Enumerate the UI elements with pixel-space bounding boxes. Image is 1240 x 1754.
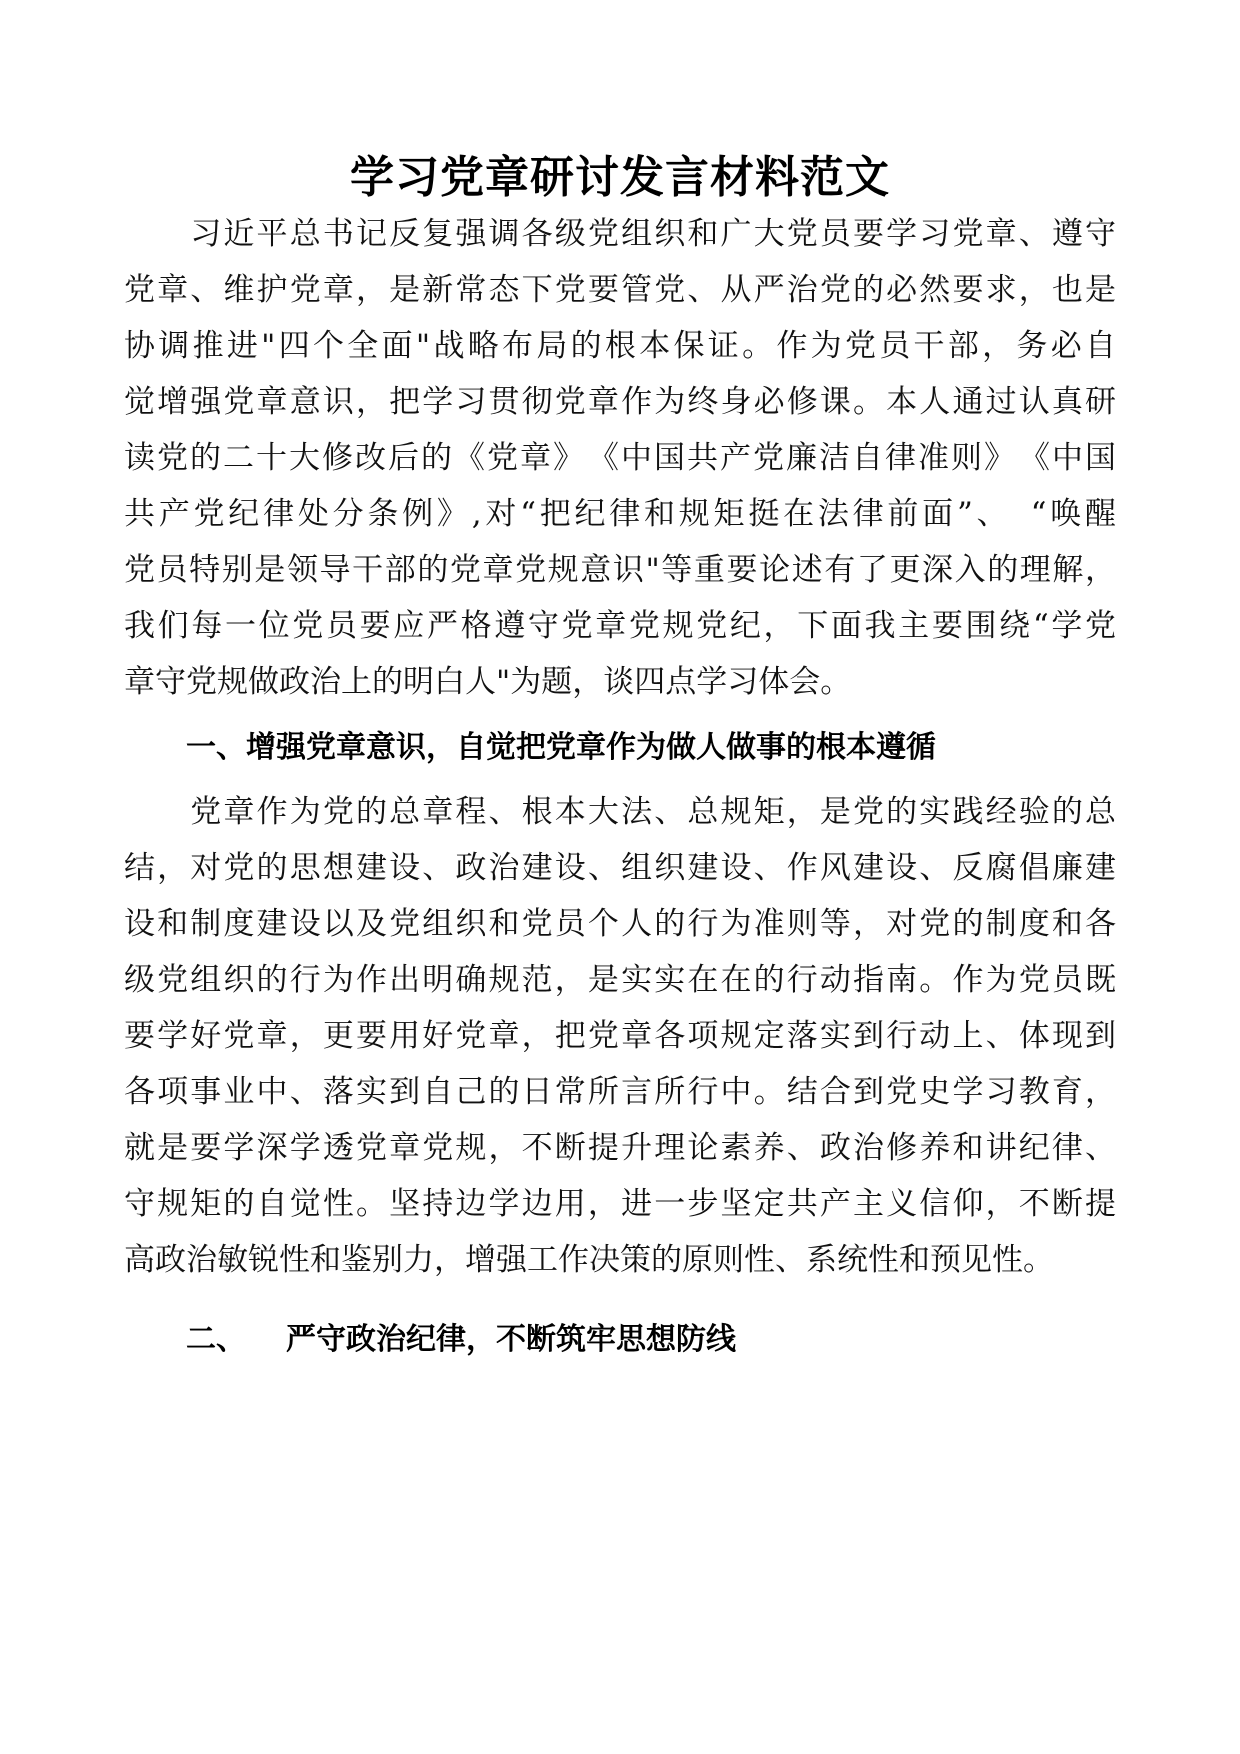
paragraph-line: 党员特别是领导干部的党章党规意识"等重要论述有了更深入的理解， — [124, 552, 1116, 588]
paragraph-line: 党章作为党的总章程、根本大法、总规矩，是党的实践经验的总 — [124, 794, 1116, 830]
section-2-heading — [186, 1312, 736, 1368]
paragraph-line: 共产党纪律处分条例》,对“把纪律和规矩挺在法律前面”、 “唤醒 — [124, 496, 1116, 532]
paragraph-line: 要学好党章，更要用好党章，把党章各项规定落实到行动上、体现到 — [124, 1018, 1116, 1054]
paragraph-line: 党章、维护党章，是新常态下党要管党、从严治党的必然要求，也是 — [124, 272, 1116, 308]
intro-paragraph — [124, 206, 1116, 710]
paragraph-line: 我们每一位党员要应严格遵守党章党规党纪，下面我主要围绕“学党 — [124, 608, 1116, 644]
paragraph-line: 章守党规做政治上的明白人"为题，谈四点学习体会。 — [124, 664, 852, 700]
paragraph-line: 协调推进"四个全面"战略布局的根本保证。作为党员干部，务必自 — [124, 328, 1116, 364]
paragraph-line: 习近平总书记反复强调各级党组织和广大党员要学习党章、遵守 — [124, 216, 1116, 252]
paragraph-line: 守规矩的自觉性。坚持边学边用，进一步坚定共产主义信仰，不断提 — [124, 1186, 1116, 1222]
section-2-title: 严守政治纪律，不断筑牢思想防线 — [286, 1322, 736, 1357]
paragraph-line: 就是要学深学透党章党规，不断提升理论素养、政治修养和讲纪律、 — [124, 1130, 1116, 1166]
paragraph-line: 结，对党的思想建设、政治建设、组织建设、作风建设、反腐倡廉建 — [124, 850, 1116, 886]
paragraph-line: 读党的二十大修改后的《党章》 《中国共产党廉洁自律准则》 《中国 — [124, 440, 1116, 476]
page-title: 学习党章研讨发言材料范文 — [350, 152, 890, 203]
paragraph-line: 各项事业中、落实到自己的日常所言所行中。结合到党史学习教育， — [124, 1074, 1116, 1110]
section-1-paragraph — [124, 784, 1116, 1288]
paragraph-line: 高政治敏锐性和鉴别力，增强工作决策的原则性、系统性和预见性。 — [124, 1242, 1054, 1278]
section-1-heading: 一、增强党章意识，自觉把党章作为做人做事的根本遵循 — [186, 730, 936, 765]
section-2-number: 二、 — [186, 1322, 246, 1357]
paragraph-line: 级党组织的行为作出明确规范，是实实在在的行动指南。作为党员既 — [124, 962, 1116, 998]
paragraph-line: 觉增强党章意识，把学习贯彻党章作为终身必修课。本人通过认真研 — [124, 384, 1116, 420]
paragraph-line: 设和制度建设以及党组织和党员个人的行为准则等，对党的制度和各 — [124, 906, 1116, 942]
